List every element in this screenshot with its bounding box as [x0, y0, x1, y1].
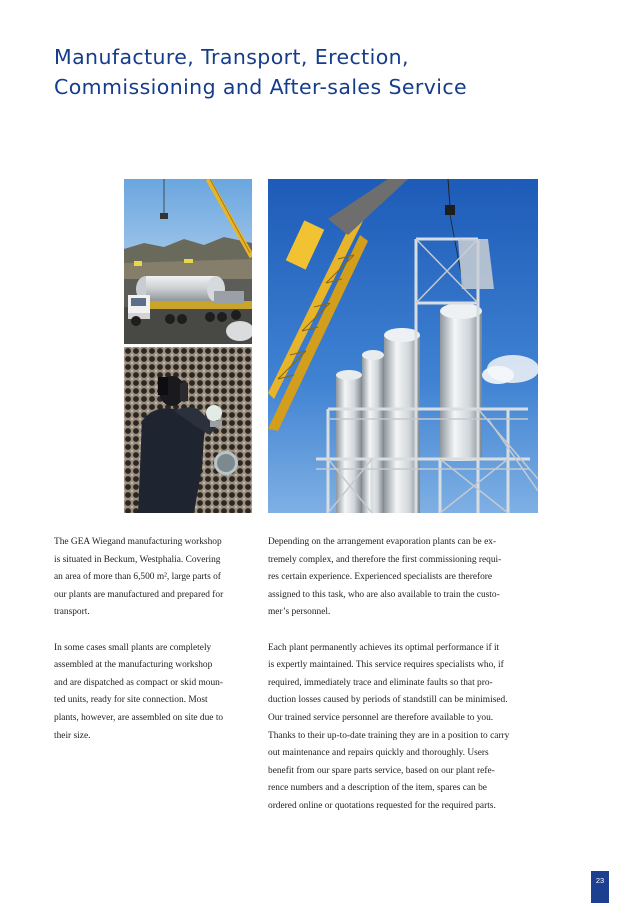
text-line: our plants are manufactured and prepared for: [54, 589, 224, 600]
text-line: duction losses caused by periods of standstill can be minimised.: [268, 695, 508, 706]
page-number-tab: [591, 871, 609, 903]
left-text-column: [54, 534, 254, 763]
right-text-column: [268, 534, 538, 833]
paragraph: [268, 534, 538, 622]
page-title-line-2: Commissioning and After-sales Service: [54, 75, 468, 99]
text-line: their size.: [54, 730, 91, 741]
text-line: required, immediately trace and eliminate faults so that pro-: [268, 677, 493, 688]
text-line: transport.: [54, 607, 90, 618]
transport-photo: [124, 179, 252, 344]
paragraph: [54, 640, 254, 746]
page-number: 23: [595, 876, 605, 885]
workshop-photo: [124, 347, 252, 513]
text-line: ordered online or quotations requested for the required parts.: [268, 800, 496, 811]
text-line: Our trained service personnel are therefore available to you.: [268, 712, 494, 723]
text-line: tremely complex, and therefore the first commissioning requi-: [268, 554, 502, 565]
text-line: Depending on the arrangement evaporation plants can be ex-: [268, 537, 497, 547]
text-line: assembled at the manufacturing workshop: [54, 660, 213, 671]
text-line: Each plant permanently achieves its optimal performance if it: [268, 642, 500, 653]
page-title: [54, 42, 467, 102]
text-line: benefit from our spare parts service, based on our plant refe-: [268, 765, 495, 776]
text-line: is situated in Beckum, Westphalia. Covering: [54, 554, 221, 565]
text-line: ted units, ready for site connection. Most: [54, 695, 208, 706]
page-title-line-1: Manufacture, Transport, Erection,: [54, 45, 409, 69]
text-line: Thanks to their up-to-date training they are in a position to carry: [268, 730, 510, 741]
text-line: out maintenance and repairs quickly and thoroughly. Users: [268, 748, 489, 759]
text-line: and are dispatched as compact or skid moun-: [54, 677, 223, 688]
text-line: an area of more than 6,500 m², large parts of: [54, 572, 221, 583]
paragraph: [268, 640, 538, 816]
text-line: mer’s personnel.: [268, 607, 331, 618]
text-line: In some cases small plants are completely: [54, 642, 212, 653]
text-line: assigned to this task, who are also available to train the custo-: [268, 589, 500, 600]
text-line: is expertly maintained. This service requires specialists who, if: [268, 660, 504, 671]
text-line: The GEA Wiegand manufacturing workshop: [54, 537, 222, 547]
paragraph: [54, 534, 254, 622]
text-line: res certain experience. Experienced specialists are therefore: [268, 572, 493, 583]
erection-photo: [268, 179, 538, 513]
text-line: plants, however, are assembled on site due to: [54, 712, 224, 723]
text-line: rence numbers and a description of the item, spares can be: [268, 783, 487, 794]
